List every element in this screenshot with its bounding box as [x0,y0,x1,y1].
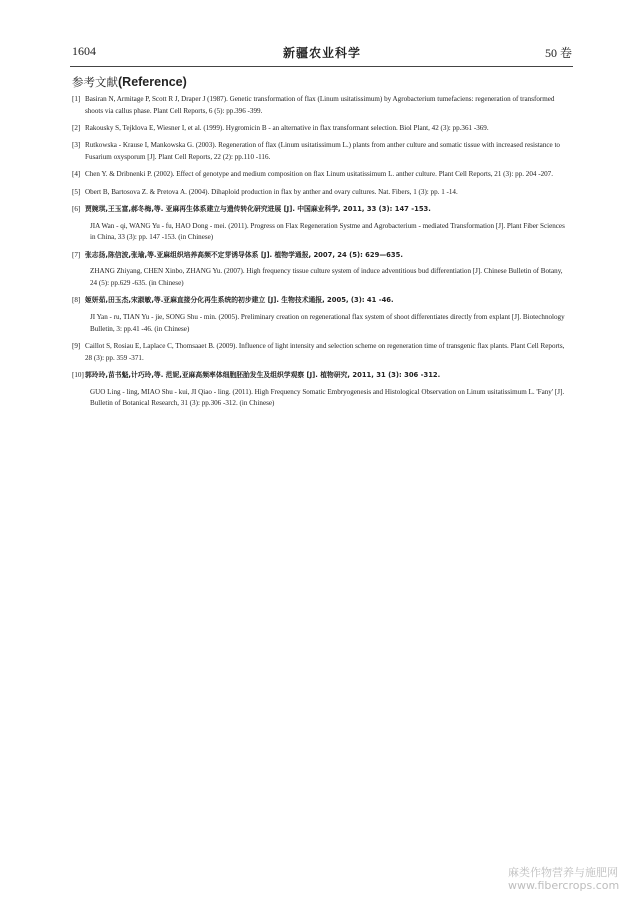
reference-item [72,169,567,181]
reference-text-zh: 姬妍茹,田玉杰,宋淑敏,等.亚麻直接分化再生系统的初步建立 [J]. 生物技术通报, 2005, (3): 41 -46. [85,296,394,305]
reference-text-en: JI Yan - ru, TIAN Yu - jie, SONG Shu - min. (2005). Preliminary creation on regenerational flax system of shoot differentiates directly from explant [J]. Biotechnology Bulletin, 3: pp.41 -46. (in Chinese) [90,313,565,333]
journal-title: 新疆农业科学 [282,46,361,60]
references-heading-en: (Reference) [118,75,187,89]
reference-item [72,295,567,335]
reference-text-en: JIA Wan - qi, WANG Yu - fu, HAO Dong - mei. (2011). Progress on Flax Regeneration Systme and Agrobacterium - mediated Transformation [J]. Plant Fiber Sciences in China, 33 (3): pp. 147 -153. (in Chinese) [90,221,565,242]
reference-text: Caillot S, Rosiau E, Laplace C, Thomsaaet B. (2009). Influence of light intensity and selection scheme on regeneration time of transgenic flax plants. Plant Cell Reports, 28 (3): pp. 359 -371. [85,342,565,362]
reference-item [72,250,567,290]
reference-number: [4] [72,170,81,179]
page-number: 1604 [72,44,96,58]
reference-number: [7] [72,250,81,259]
reference-text-zh: 贾婉琪,王玉富,郝冬梅,等. 亚麻再生体系建立与遗传转化研究进展 [J]. 中国麻业科学, 2011, 33 (3): 147 -153. [85,204,431,213]
reference-text: Obert B, Bartosova Z. & Pretova A. (2004). Dihaploid production in flax by anther and ovary cultures. Nat. Fibers, 1 (3): pp. 1 -14. [85,187,458,196]
reference-number: [6] [72,204,81,213]
reference-number: [9] [72,342,81,350]
reference-text-en: GUO Ling - ling, MIAO Shu - kui, JI Qiao - ling. (2011). High Frequency Somatic Embryogenesis and Histological Observation on Linum usitatissimum L. 'Fany' [J]. Bulletin of Botanical Research, 31 (3): pp.306 -312. (in Chinese) [90,387,565,408]
reference-item [72,341,567,364]
reference-item [72,370,567,410]
reference-text: Basiran N, Armitage P, Scott R J, Draper J (1987). Genetic transformation of flax (Linum usitatissimum) by Agrobacterium tumefaciens: regeneration of transformed shoots via callus phase. Plant Cell Reports, 6 (5): pp.396 -399. [85,95,555,115]
reference-number: [5] [72,187,81,196]
reference-text: Rutkowska - Krause I, Mankowska G. (2003). Regeneration of flax (Linum usitatissimum L.) plants from anther culture and somatic tissue with increased resistance to Fusarium oxysporum [J]. Plant Cell Reports, 22 (2): pp.110 -116. [85,141,560,161]
reference-text-en: ZHANG Zhiyang, CHEN Xinbo, ZHANG Yu. (2007). High frequency tissue culture system of induce adventitious bud differentiation [J]. Chinese Bulletin of Botany, 24 (5): pp.629 -635. (in Chinese) [90,267,563,287]
reference-number: [8] [72,296,81,305]
reference-number: [2] [72,124,81,132]
site-watermark [508,866,619,892]
watermark-url: www.fibercrops.com [508,879,620,892]
reference-list [72,94,567,416]
reference-item [72,187,567,199]
reference-number: [3] [72,141,81,150]
reference-text-zh: 郭玲玲,苗书魁,计巧玲,等. 范妮,亚麻高频率体细胞胚胎发生及组织学观察 [J]. 植物研究, 2011, 31 (3): 306 -312. [85,371,441,379]
header-rule [70,66,573,67]
reference-item [72,204,567,244]
reference-item [72,123,567,135]
reference-item [72,140,567,163]
reference-number: [10] [72,371,84,379]
reference-item [72,94,567,117]
references-heading-zh: 参考文献 [72,75,118,89]
volume-label: 50 卷 [544,46,572,60]
reference-text-zh: 张志扬,陈信波,张瑜,等.亚麻组织培养高频不定芽诱导体系 [J]. 植物学通报, 2007, 24 (5): 629—635. [85,250,403,259]
page-header [72,44,572,62]
references-heading [72,74,187,90]
watermark-site-name: 麻类作物营养与施肥网 [508,866,618,879]
reference-number: [1] [72,95,81,103]
reference-text: Rakousky S, Tejklova E, Wiesner I, et al. (1999). Hygromicin B - an alternative in flax transformant selection. Biol Plant, 42 (3): pp.361 -369. [85,124,489,132]
reference-text: Chen Y. & Dribnenki P. (2002). Effect of genotype and medium composition on flax Linum usitatissimum L. anther culture. Plant Cell Reports, 21 (3): pp. 204 -207. [85,170,553,179]
